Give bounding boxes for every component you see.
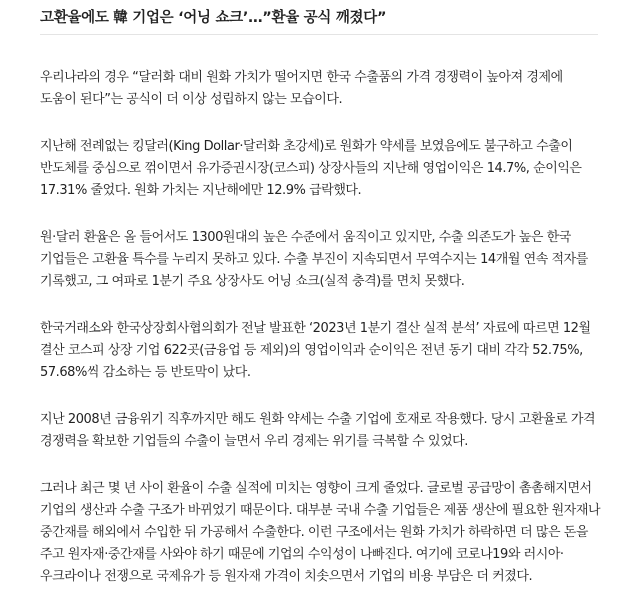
article-paragraph-6: 그러나 최근 몇 년 사이 환율이 수출 실적에 미치는 영향이 크게 줄었다. 글로벌 공급망이 촘촘해지면서 기업의 생산과 수출 구조가 바뀌었기 때문이다. 대부분 국내 수출 기업들은 제품 생산에 필요한 원자재나 중간재를 해외에서 수입한 뒤 가공해서 수출한다. 이런 구조에서는 원화 가치가 하락하면 더 많은 돈을 주고 원자재·중간재를 사와야 하기 때문에 기업의 수익성이 나빠진다. 여기에 코로나19와 러시아·우크라이나 전쟁으로 국제유가 등 원자재 가격이 치솟으면서 기업의 비용 부담은 더 커졌다. bbox=[40, 481, 601, 584]
article-paragraph-1: 우리나라의 경우 “달러화 대비 원화 가치가 떨어지면 한국 수출품의 가격 경쟁력이 높아져 경제에 도움이 된다”는 공식이 더 이상 성립하지 않는 모습이다. bbox=[40, 70, 563, 107]
article-body bbox=[40, 67, 602, 613]
article-headline: 고환율에도 韓 기업은 ‘어닝 쇼크’…”환율 공식 깨졌다” bbox=[40, 10, 387, 26]
article-paragraph-5: 지난 2008년 금융위기 직후까지만 해도 원화 약세는 수출 기업에 호재로 작용했다. 당시 고환율로 가격 경쟁력을 확보한 기업들의 수출이 늘면서 우리 경제는 위기를 극복할 수 있었다. bbox=[40, 412, 596, 449]
article-paragraph-4: 한국거래소와 한국상장회사협의회가 전날 발표한 ‘2023년 1분기 결산 실적 분석’ 자료에 따르면 12월 결산 코스피 상장 기업 622곳(금융업 등 제외)의 영업이익과 순이익은 전년 동기 대비 각각 52.75%, 57.68%씩 감소하는 등 반토막이 났다. bbox=[40, 321, 591, 380]
article-paragraph-2: 지난해 전례없는 킹달러(King Dollar·달러화 초강세)로 원화가 약세를 보였음에도 불구하고 수출이 반도체를 중심으로 꺾이면서 유가증권시장(코스피) 상장사들의 지난해 영업이익은 14.7%, 순이익은 17.31% 줄었다. 원화 가치는 지난해에만 12.9% 급락했다. bbox=[40, 139, 582, 198]
headline-divider bbox=[40, 34, 598, 35]
article-paragraph-3: 원·달러 환율은 올 들어서도 1300원대의 높은 수준에서 움직이고 있지만, 수출 의존도가 높은 한국 기업들은 고환율 특수를 누리지 못하고 있다. 수출 부진이 지속되면서 무역수지는 14개월 연속 적자를 기록했고, 그 여파로 1분기 주요 상장사도 어닝 쇼크(실적 충격)를 면치 못했다. bbox=[40, 230, 588, 289]
